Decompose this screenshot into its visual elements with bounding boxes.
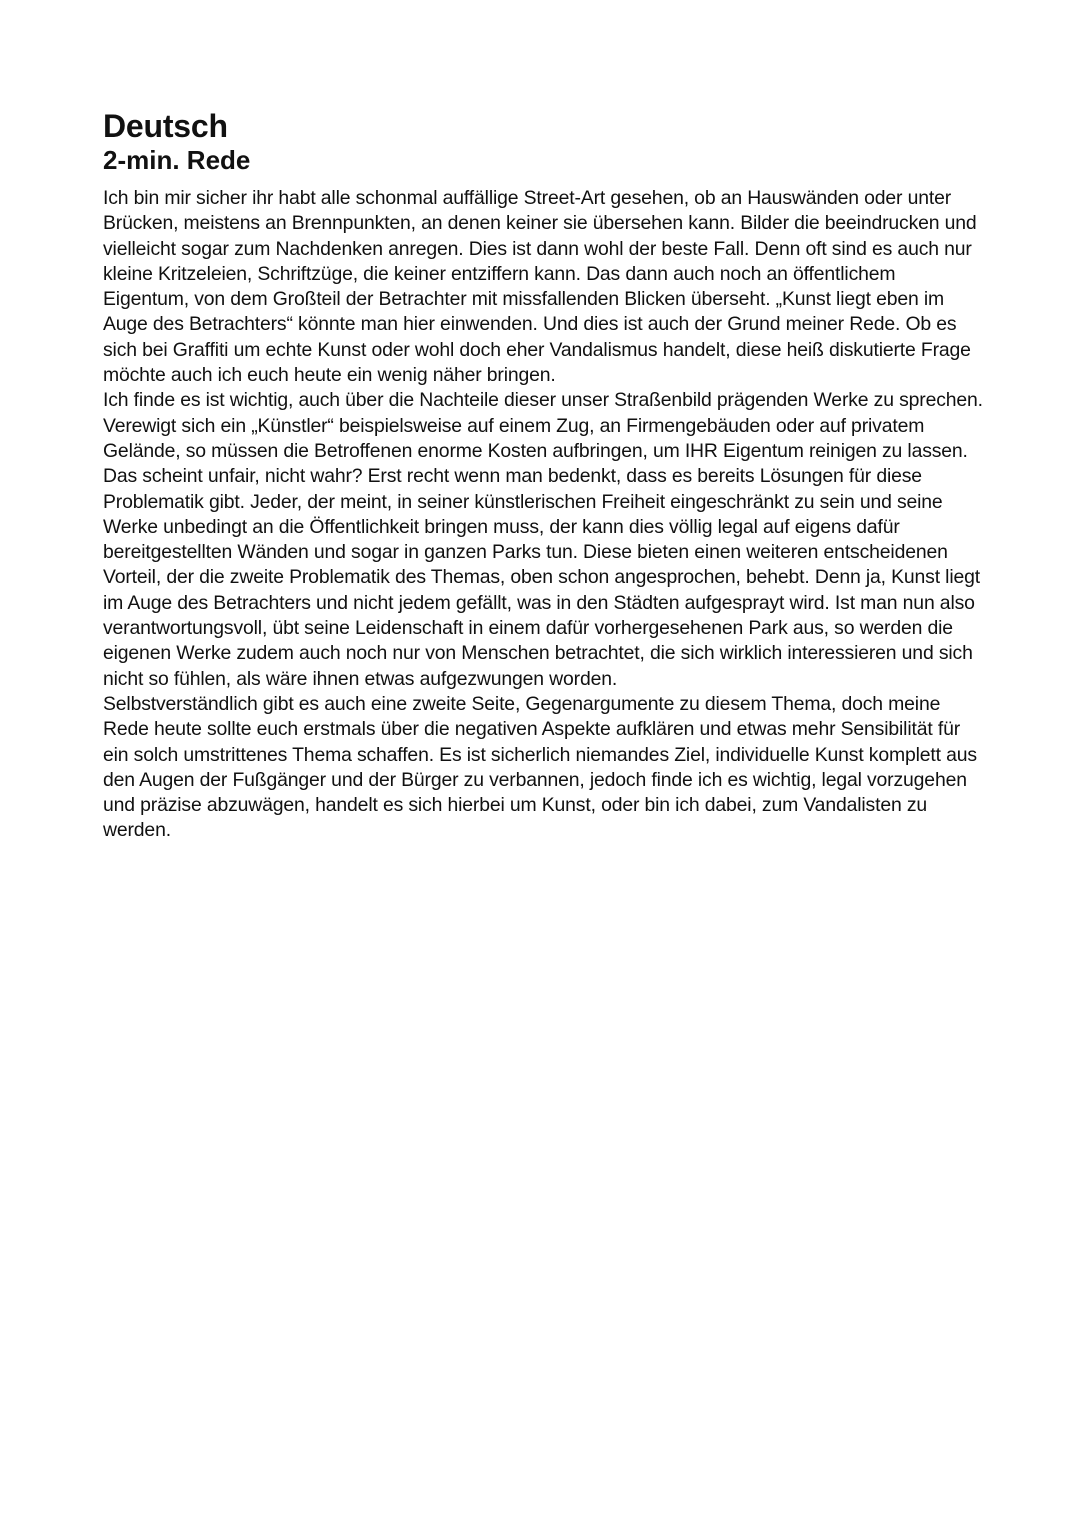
document-page xyxy=(103,108,983,844)
document-body xyxy=(103,186,983,844)
document-title: Deutsch xyxy=(103,108,228,144)
body-paragraph: Ich finde es ist wichtig, auch über die Nachteile dieser unser Straßenbild prägenden Werke zu sprechen. Verewigt sich ein „Künstler“ beispielsweise auf einem Zug, an Firmengebäuden oder auf privatem Gelände, so müssen die Betroffenen enorme Kosten aufbringen, um IHR Eigentum reinigen zu lassen. Das scheint unfair, nicht wahr? Erst recht wenn man bedenkt, dass es bereits Lösungen für diese Problematik gibt. Jeder, der meint, in seiner künstlerischen Freiheit eingeschränkt zu sein und seine Werke unbedingt an die Öffentlichkeit bringen muss, der kann dies völlig legal auf eigens dafür bereitgestellten Wänden und sogar in ganzen Parks tun. Diese bieten einen weiteren entscheidenen Vorteil, der die zweite Problematik des Themas, oben schon angesprochen, behebt. Denn ja, Kunst liegt im Auge des Betrachters und nicht jedem gefällt, was in den Städten aufgesprayt wird. Ist man nun also verantwortungsvoll, übt seine Leidenschaft in einem dafür vorhergesehenen Park aus, so werden die eigenen Werke zudem auch noch nur von Menschen betrachtet, die sich wirklich interessieren und sich nicht so fühlen, als wäre ihnen etwas aufgezwungen worden. xyxy=(103,389,983,690)
body-paragraph: Selbstverständlich gibt es auch eine zweite Seite, Gegenargumente zu diesem Thema, doch meine Rede heute sollte euch erstmals über die negativen Aspekte aufklären und etwas mehr Sensibilität für ein solch umstrittenes Thema schaffen. Es ist sicherlich niemandes Ziel, individuelle Kunst komplett aus den Augen der Fußgänger und der Bürger zu verbannen, jedoch finde ich es wichtig, legal vorzugehen und präzise abzuwägen, handelt es sich hierbei um Kunst, oder bin ich dabei, zum Vandalisten zu werden. xyxy=(103,692,977,842)
document-subtitle: 2-min. Rede xyxy=(103,145,251,175)
body-paragraph: Ich bin mir sicher ihr habt alle schonmal auffällige Street-Art gesehen, ob an Hauswänden oder unter Brücken, meistens an Brennpunkten, an denen keiner sie übersehen kann. Bilder die beeindrucken und vielleicht sogar zum Nachdenken anregen. Dies ist dann wohl der beste Fall. Denn oft sind es auch nur kleine Kritzeleien, Schriftzüge, die keiner entziffern kann. Das dann auch noch an öffentlichem Eigentum, von dem Großteil der Betrachter mit missfallenden Blicken überseht. „Kunst liegt eben im Auge des Betrachters“ könnte man hier einwenden. Und dies ist auch der Grund meiner Rede. Ob es sich bei Graffiti um echte Kunst oder wohl doch eher Vandalismus handelt, diese heiß diskutierte Frage möchte auch ich euch heute ein wenig näher bringen. xyxy=(103,187,977,387)
